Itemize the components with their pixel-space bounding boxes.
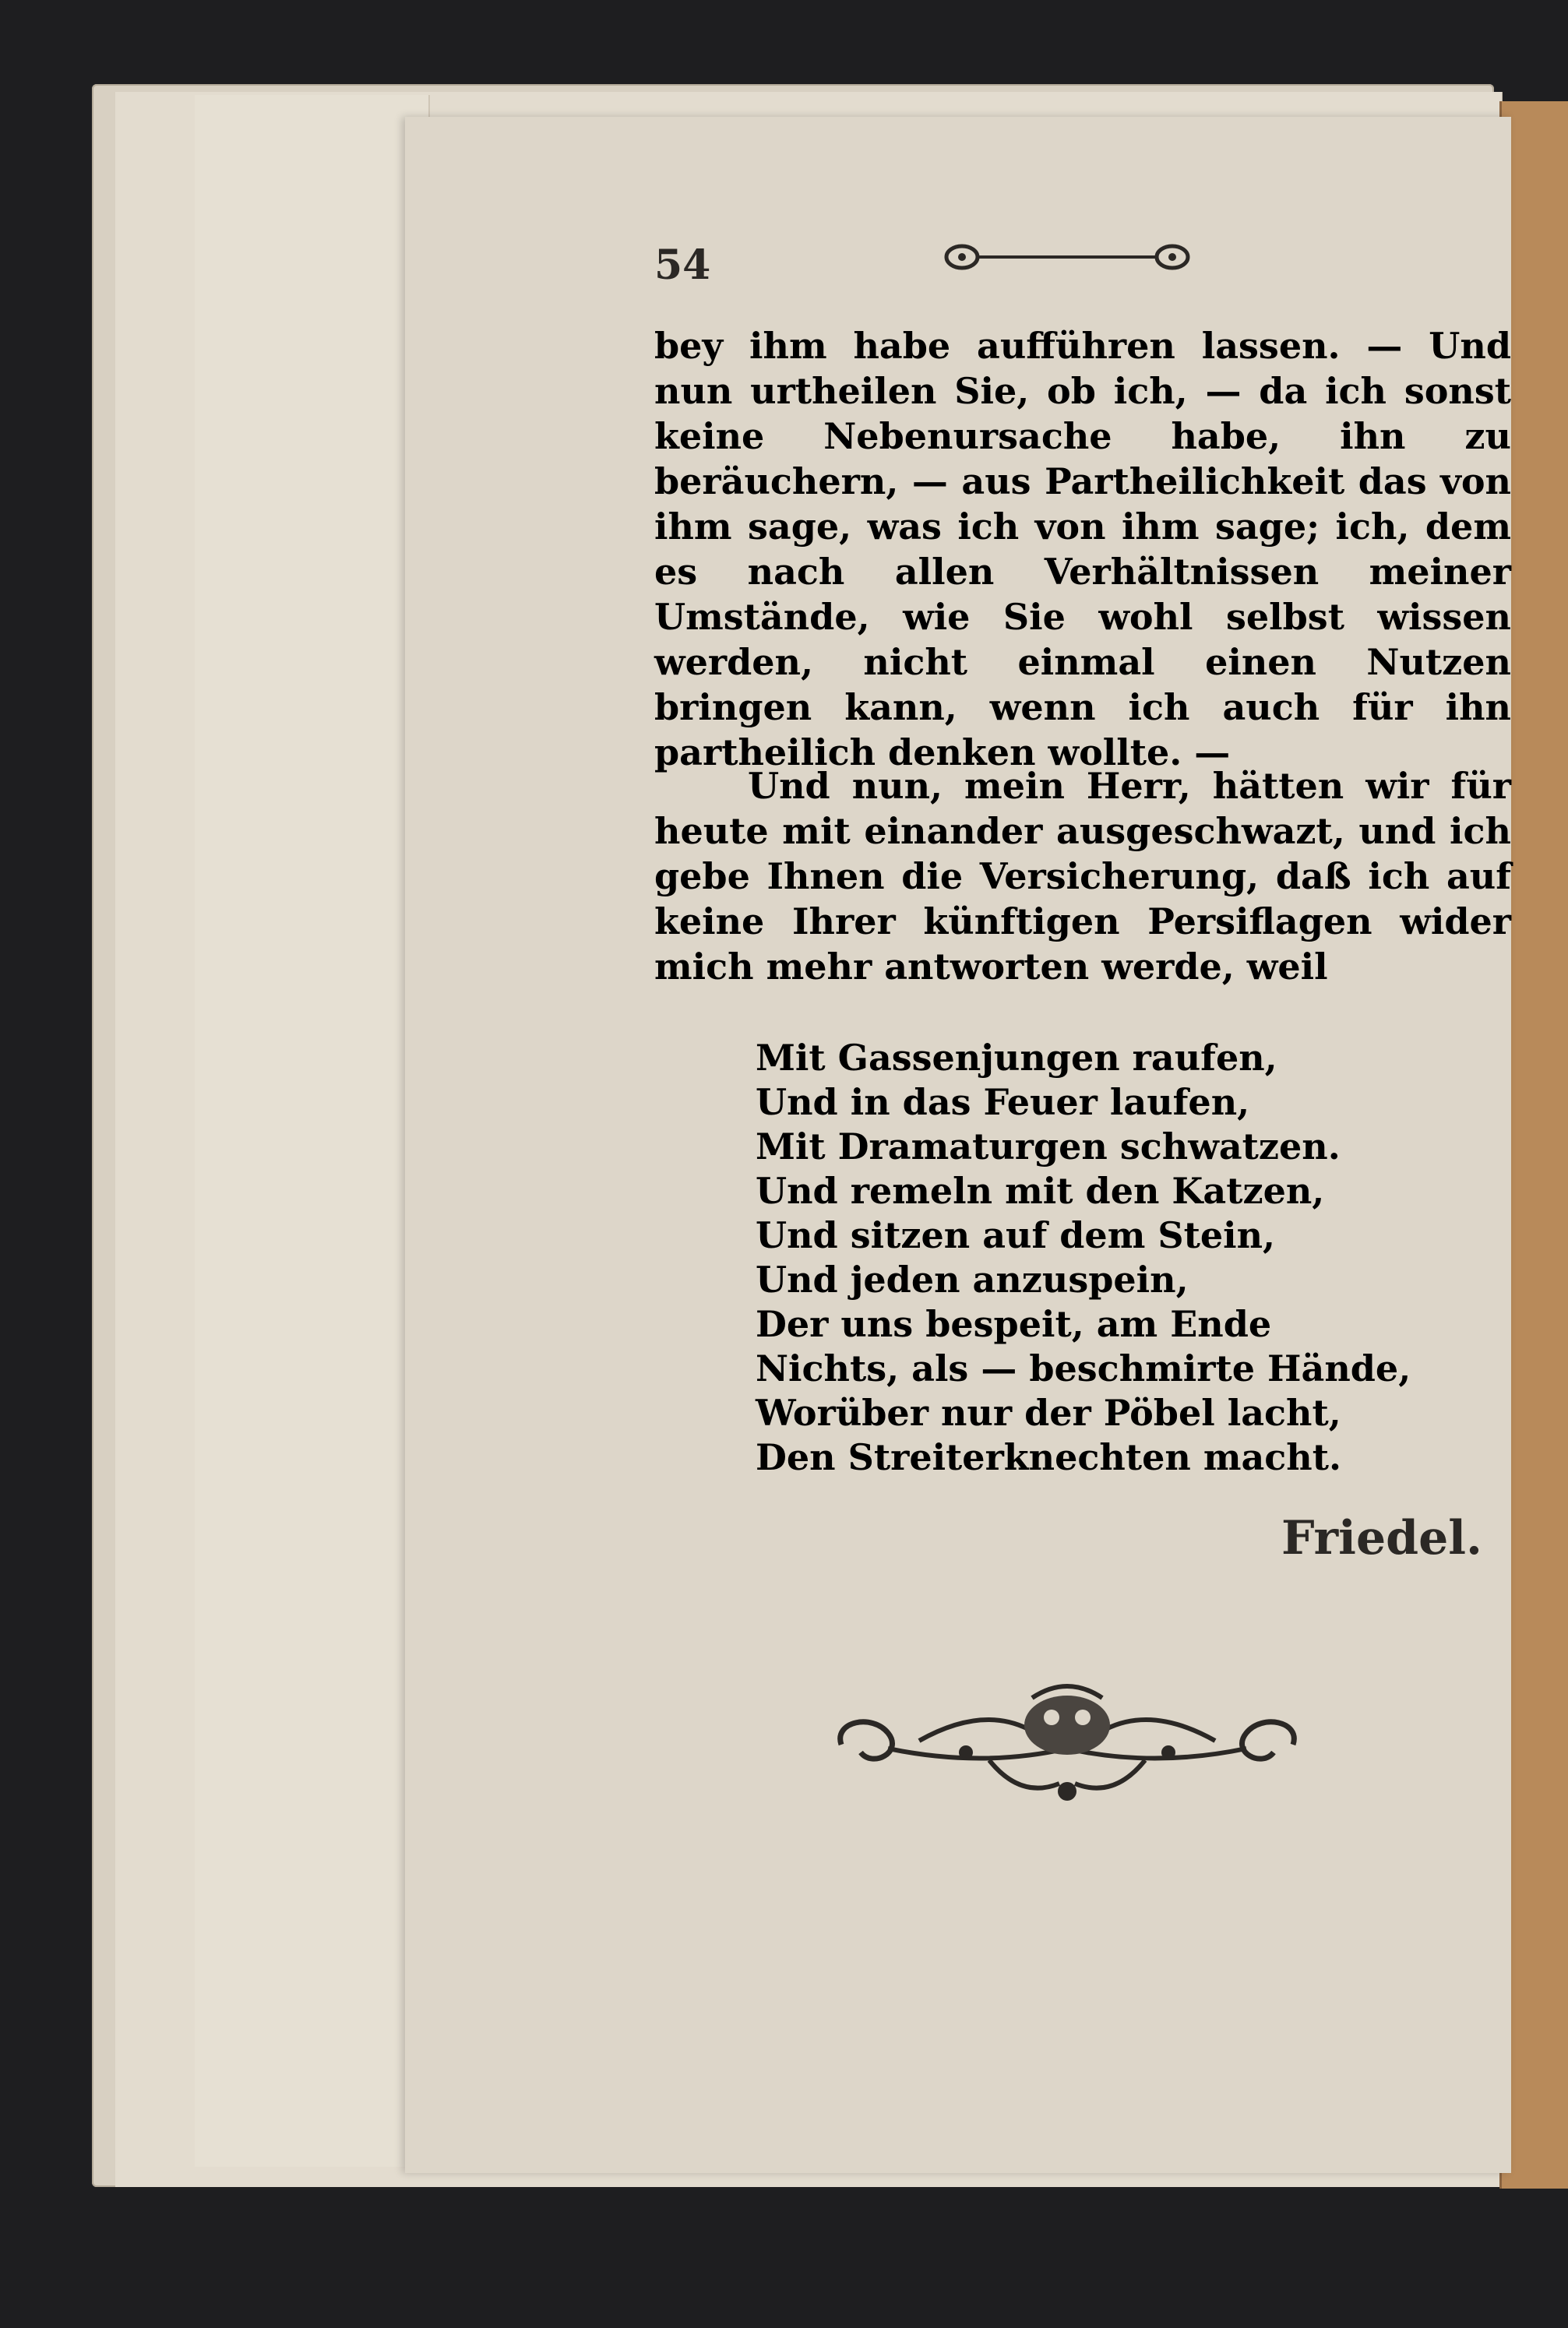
verse-line: Nichts, als — beschmirte Hände, (756, 1347, 1411, 1389)
verse-line: Und in das Feuer laufen, (756, 1081, 1250, 1123)
paragraph-2: Und nun, mein Herr, hätten wir für heute mit einander ausgeschwazt, und ich gebe Ihnen die Versicherung, daß ich auf keine Ihrer künftigen Persiflagen wider mich mehr antworten werde, weil (654, 765, 1511, 988)
verse-line: Mit Dramaturgen schwatzen. (756, 1125, 1341, 1168)
verse-line: Den Streiterknechten macht. (756, 1436, 1342, 1478)
signature: Friedel. (1281, 1511, 1482, 1566)
paragraph-1: bey ihm habe aufführen lassen. — Und nun urtheilen Sie, ob ich, — da ich sonst keine Nebenursache habe, ihn zu beräuchern, — aus Partheilichkeit das von ihm sage, was ich von ihm sage; ich, dem es nach allen Verhältnissen meiner Umstände, wie Sie wohl selbst wissen werden, nicht einmal einen Nutzen bringen kann, wenn ich auch für ihn partheilich denken wollte. — (654, 325, 1511, 773)
footer-ornament-icon (826, 1675, 1309, 1815)
verse-line: Und remeln mit den Katzen, (756, 1170, 1325, 1212)
book-page (405, 117, 1511, 2173)
verse-line: Mit Gassenjungen raufen, (756, 1037, 1277, 1079)
verse-line: Der uns bespeit, am Ende (756, 1303, 1272, 1345)
verse-line: Worüber nur der Pöbel lacht, (756, 1392, 1341, 1434)
verse-line: Und sitzen auf dem Stein, (756, 1214, 1276, 1256)
folded-page-edge (195, 95, 430, 2167)
verse-line: Und jeden anzuspein, (756, 1259, 1189, 1301)
verse (756, 1036, 1457, 1480)
header-ornament-icon (943, 234, 1192, 280)
page-number: 54 (654, 241, 711, 289)
